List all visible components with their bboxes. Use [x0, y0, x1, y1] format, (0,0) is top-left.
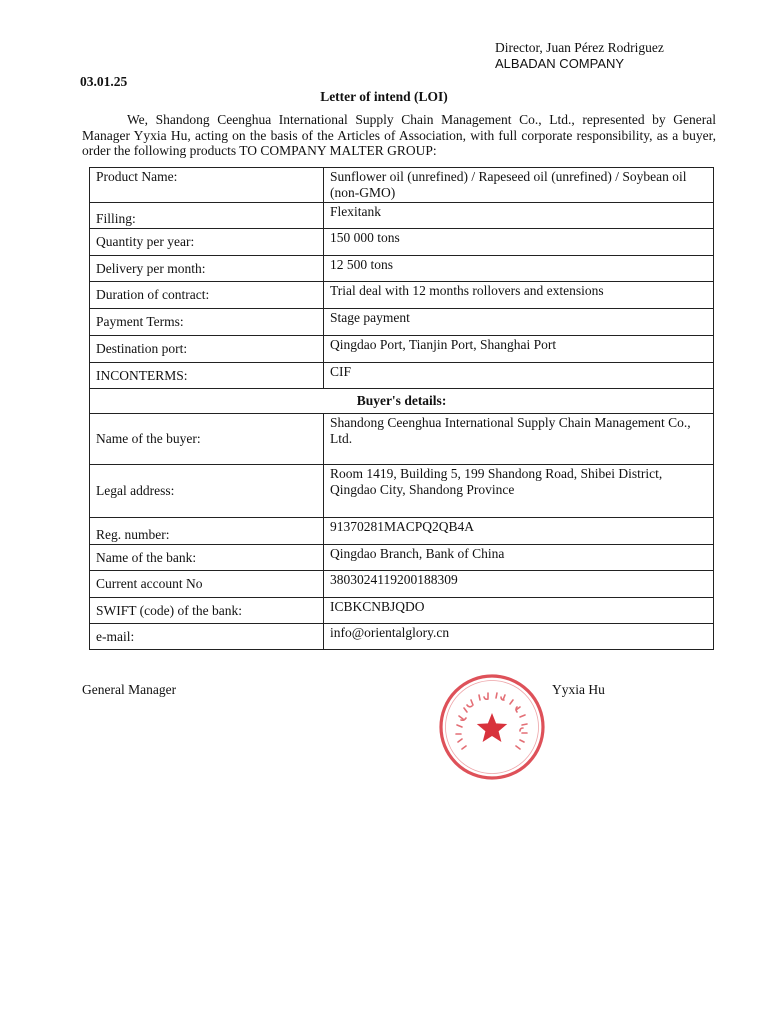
letter-date: 03.01.25 [80, 74, 128, 89]
table-row [90, 624, 714, 650]
intro-paragraph: We, Shandong Ceenghua International Supply Chain Management Co., Ltd., represented by General Manager Yyxia Hu, acting on the basis of the Articles of Association, with full corporate responsibility, as a buyer, order the following products TO COMPANY MALTER GROUP: [82, 112, 716, 158]
table-row [90, 168, 714, 203]
row-label: Current account No [90, 571, 324, 598]
table-row [90, 309, 714, 336]
table-row [90, 203, 714, 229]
row-value: info@orientalglory.cn [324, 624, 714, 650]
table-row [90, 336, 714, 363]
row-label: Quantity per year: [90, 229, 324, 256]
row-label: Filling: [90, 203, 324, 229]
seal-art [441, 676, 543, 778]
row-label: Legal address: [90, 465, 324, 518]
row-value: Room 1419, Building 5, 199 Shandong Road, Shibei District, Qingdao City, Shandong Province [324, 465, 714, 518]
addressee-block [495, 40, 664, 72]
row-value: Qingdao Branch, Bank of China [324, 545, 714, 571]
row-value: ICBKCNBJQDO [324, 598, 714, 624]
row-label: Delivery per month: [90, 256, 324, 282]
row-label: Payment Terms: [90, 309, 324, 336]
table-row [90, 518, 714, 545]
row-label: Name of the buyer: [90, 414, 324, 465]
table-row [90, 465, 714, 518]
row-value: CIF [324, 363, 714, 389]
table-row [90, 282, 714, 309]
table-row [90, 414, 714, 465]
row-value: Trial deal with 12 months rollovers and extensions [324, 282, 714, 309]
row-value: Stage payment [324, 309, 714, 336]
table-row [90, 571, 714, 598]
signatory-name: Yyxia Hu [552, 682, 605, 697]
company-seal-stamp [437, 672, 547, 782]
row-label: Duration of contract: [90, 282, 324, 309]
loi-table [89, 167, 714, 650]
addressee-name: Director, Juan Pérez Rodriguez [495, 40, 664, 55]
table-row [90, 598, 714, 624]
row-label: e-mail: [90, 624, 324, 650]
row-value: Shandong Ceenghua International Supply Chain Management Co., Ltd. [324, 414, 714, 465]
table-row [90, 363, 714, 389]
row-value: Flexitank [324, 203, 714, 229]
row-label: INCONTERMS: [90, 363, 324, 389]
row-label: Reg. number: [90, 518, 324, 545]
addressee-company: ALBADAN COMPANY [495, 56, 625, 71]
row-label: Product Name: [90, 168, 324, 203]
row-label: Destination port: [90, 336, 324, 363]
table-row [90, 229, 714, 256]
signatory-role: General Manager [82, 682, 177, 697]
row-value: 91370281MACPQ2QB4A [324, 518, 714, 545]
buyer-details-heading-row [90, 389, 714, 414]
table-row [90, 256, 714, 282]
row-value: 12 500 tons [324, 256, 714, 282]
buyer-details-heading: Buyer's details: [90, 389, 714, 414]
row-value: Qingdao Port, Tianjin Port, Shanghai Port [324, 336, 714, 363]
row-value: 150 000 tons [324, 229, 714, 256]
letter-title: Letter of intend (LOI) [320, 89, 448, 104]
row-label: SWIFT (code) of the bank: [90, 598, 324, 624]
row-label: Name of the bank: [90, 545, 324, 571]
table-row [90, 545, 714, 571]
row-value: Sunflower oil (unrefined) / Rapeseed oil (unrefined) / Soybean oil (non-GMO) [324, 168, 714, 203]
row-value: 3803024119200188309 [324, 571, 714, 598]
